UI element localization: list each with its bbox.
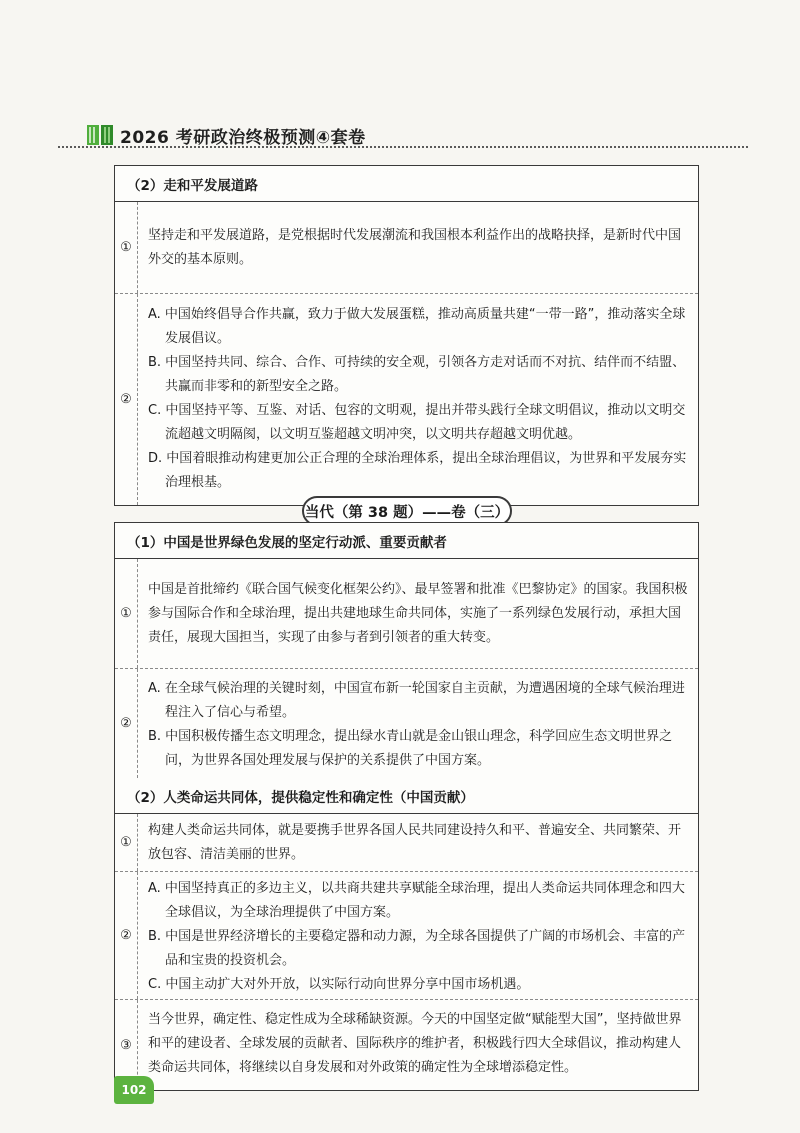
table-row bbox=[115, 559, 698, 669]
row-number: ③ bbox=[115, 1000, 138, 1090]
list-item: A. 中国始终倡导合作共赢，致力于做大发展蛋糕，推动高质量共建“一带一路”，推动落实全球发展倡议。 bbox=[148, 307, 686, 346]
section-title: 当代（第 38 题）——卷（三） bbox=[302, 496, 512, 526]
table-row bbox=[115, 814, 698, 872]
row-number: ② bbox=[115, 294, 138, 505]
row-text: 构建人类命运共同体，就是要携手世界各国人民共同建设持久和平、普遍安全、共同繁荣、开放包容、清洁美丽的世界。 bbox=[148, 823, 682, 862]
header-divider bbox=[58, 146, 748, 148]
row-number: ① bbox=[115, 559, 138, 668]
table-green-development bbox=[114, 522, 699, 779]
book-icon bbox=[86, 122, 114, 148]
table-row bbox=[115, 669, 698, 779]
table-row bbox=[115, 1000, 698, 1090]
list-item: B. 中国坚持共同、综合、合作、可持续的安全观，引领各方走对话而不对抗、结伴而不结盟、共赢而非零和的新型安全之路。 bbox=[148, 355, 686, 394]
row-text: 当今世界，确定性、稳定性成为全球稀缺资源。今天的中国坚定做“赋能型大国”，坚持做世界和平的建设者、全球发展的贡献者、国际秩序的维护者，积极践行四大全球倡议，推动构建人类命运共同体，将继续以自身发展和对外政策的确定性为全球增添稳定性。 bbox=[148, 1012, 682, 1075]
list-item: B. 中国积极传播生态文明理念，提出绿水青山就是金山银山理念，科学回应生态文明世界之问，为世界各国处理发展与保护的关系提供了中国方案。 bbox=[148, 729, 673, 768]
row-number: ② bbox=[115, 669, 138, 778]
table-heading: （2）人类命运共同体，提供稳定性和确定性（中国贡献） bbox=[115, 778, 698, 814]
table-shared-future bbox=[114, 778, 699, 1091]
row-number: ① bbox=[115, 814, 138, 871]
table-row bbox=[115, 294, 698, 505]
table-heading: （2）走和平发展道路 bbox=[115, 166, 698, 202]
row-number: ① bbox=[115, 202, 138, 293]
page-number: 102 bbox=[114, 1076, 154, 1104]
table-peaceful-development bbox=[114, 165, 699, 506]
table-row bbox=[115, 202, 698, 294]
list-item: D. 中国着眼推动构建更加公正合理的全球治理体系，提出全球治理倡议，为世界和平发展夯实治理根基。 bbox=[148, 451, 687, 490]
table-heading: （1）中国是世界绿色发展的坚定行动派、重要贡献者 bbox=[115, 523, 698, 559]
list-item: A. 中国坚持真正的多边主义，以共商共建共享赋能全球治理，提出人类命运共同体理念和四大全球倡议，为全球治理提供了中国方案。 bbox=[148, 881, 685, 920]
list-item: C. 中国坚持平等、互鉴、对话、包容的文明观，提出并带头践行全球文明倡议，推动以文明交流超越文明隔阂，以文明互鉴超越文明冲突，以文明共存超越文明优越。 bbox=[148, 403, 686, 442]
row-text: 中国是首批缔约《联合国气候变化框架公约》、最早签署和批准《巴黎协定》的国家。我国积极参与国际合作和全球治理，提出共建地球生命共同体，实施了一系列绿色发展行动，承担大国责任，展现大国担当，实现了由参与者到引领者的重大转变。 bbox=[148, 581, 688, 645]
list-item: A. 在全球气候治理的关键时刻，中国宣布新一轮国家自主贡献，为遭遇困境的全球气候治理进程注入了信心与希望。 bbox=[148, 681, 685, 720]
row-number: ② bbox=[115, 872, 138, 999]
list-item: B. 中国是世界经济增长的主要稳定器和动力源，为全球各国提供了广阔的市场机会、丰富的产品和宝贵的投资机会。 bbox=[148, 929, 686, 968]
list-item: C. 中国主动扩大对外开放，以实际行动向世界分享中国市场机遇。 bbox=[148, 977, 530, 992]
table-row bbox=[115, 872, 698, 1000]
row-text: 坚持走和平发展道路，是党根据时代发展潮流和我国根本利益作出的战略抉择，是新时代中国外交的基本原则。 bbox=[148, 227, 682, 267]
header-title: 2026 考研政治终极预测④套卷 bbox=[120, 128, 366, 148]
